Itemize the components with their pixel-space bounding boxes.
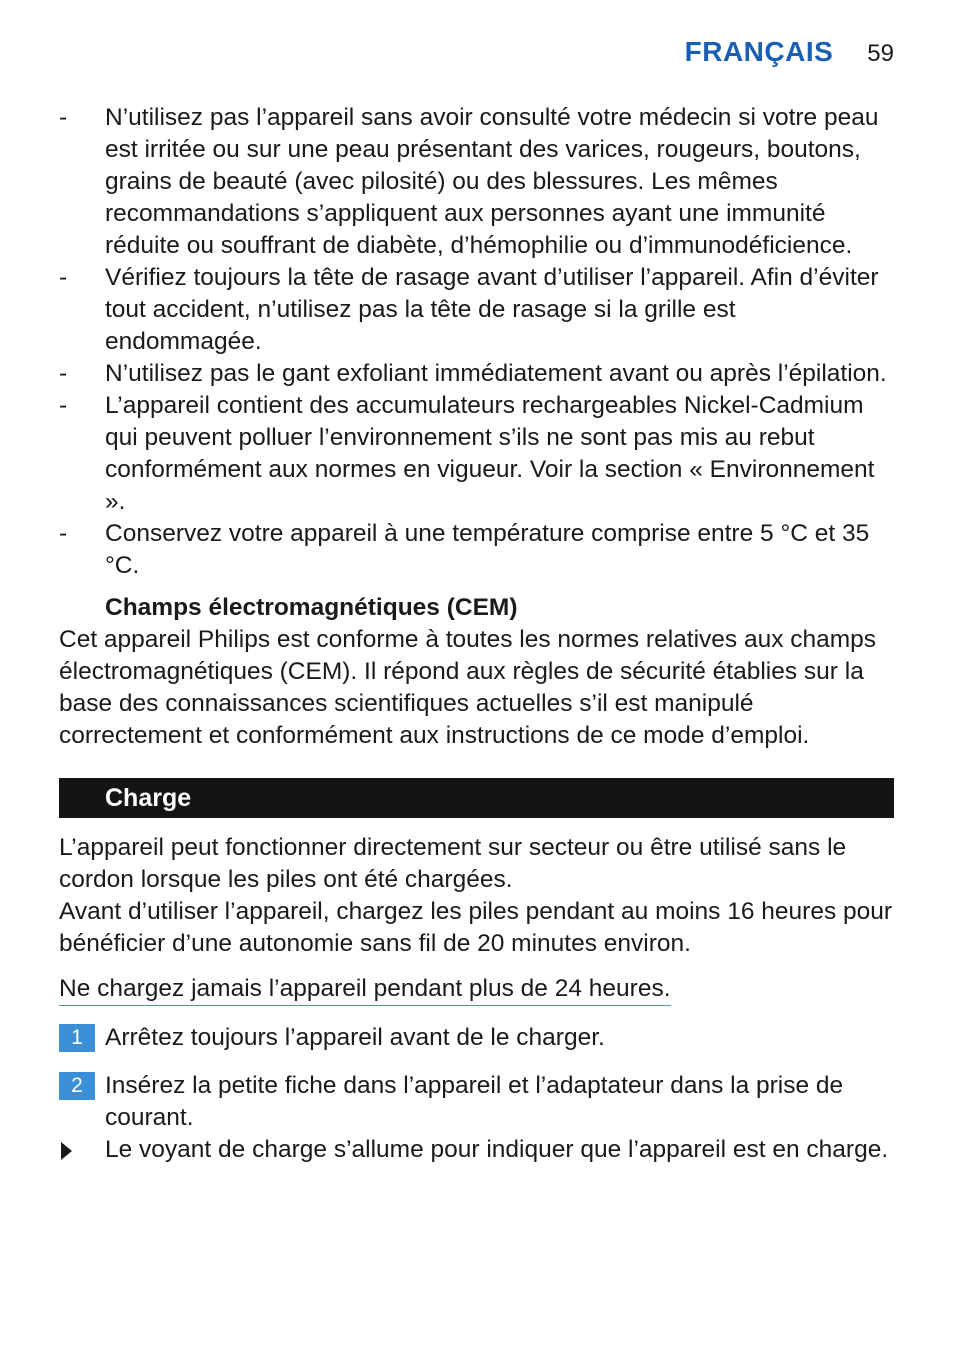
emf-paragraph: Cet appareil Philips est conforme à toutes les normes relatives aux champs électromagnétiques (CEM). Il répond aux règles de sécurité établies sur la base des connaissances scientifiques actuelles s’il est manipulé correctement et conformément aux instructions de ce mode d’emploi. [59,626,877,749]
charge-paragraph-1: L’appareil peut fonctionner directement sur secteur ou être utilisé sans le cordon lorsque les piles ont été chargées. [59,834,847,893]
list-item [59,358,894,390]
result-triangle-icon [61,1142,72,1160]
dash-marker: - [59,264,68,291]
list-item [59,262,894,358]
charge-paragraph-2: Avant d’utiliser l’appareil, chargez les piles pendant au moins 16 heures pour bénéficier d’une autonomie sans fil de 20 minutes environ. [59,898,893,957]
step-number-badge: 2 [59,1072,95,1100]
page-content [59,102,894,1166]
step-number-badge: 1 [59,1024,95,1052]
list-item-text: Conservez votre appareil à une température comprise entre 5 °C et 35 °C. [105,520,870,579]
step-2 [59,1070,894,1134]
page-number: 59 [867,40,894,67]
list-item-text: L’appareil contient des accumulateurs rechargeables Nickel-Cadmium qui peuvent polluer l’environnement s’ils ne sont pas mis au rebut conformément aux normes en vigueur. Voir la section « Environnement ». [105,392,875,515]
dash-marker: - [59,360,68,387]
step-text: Arrêtez toujours l’appareil avant de le charger. [105,1024,605,1051]
section-title-bar [59,778,894,818]
page-header [685,36,894,72]
result-text: Le voyant de charge s’allume pour indiquer que l’appareil est en charge. [105,1136,889,1163]
step-text: Insérez la petite fiche dans l’appareil et l’adaptateur dans la prise de courant. [105,1072,844,1131]
step-1 [59,1022,894,1054]
list-item-text: N’utilisez pas le gant exfoliant immédiatement avant ou après l’épilation. [105,360,887,387]
charge-intro [59,832,894,960]
section-title: Charge [105,784,192,812]
warning-list [59,102,894,582]
emf-heading: Champs électromagnétiques (CEM) [105,594,518,621]
dash-marker: - [59,520,68,547]
dash-marker: - [59,392,68,419]
list-item [59,102,894,262]
list-item [59,390,894,518]
step-result [59,1134,894,1166]
list-item-text: N’utilisez pas l’appareil sans avoir consulté votre médecin si votre peau est irritée ou sur une peau présentant des varices, rougeurs, boutons, grains de beauté (avec pilosité) ou des blessures. Les mêmes recommandations s’appliquent aux personnes ayant une immunité réduite ou souffrant de diabète, d’hémophilie ou d’immunodéficience. [105,104,879,259]
list-item [59,518,894,582]
charge-warning: Ne chargez jamais l’appareil pendant plus de 24 heures. [59,974,671,1006]
language-label: FRANÇAIS [684,36,834,67]
dash-marker: - [59,104,68,131]
list-item-text: Vérifiez toujours la tête de rasage avant d’utiliser l’appareil. Afin d’éviter tout accident, n’utilisez pas la tête de rasage si la grille est endommagée. [105,264,879,355]
